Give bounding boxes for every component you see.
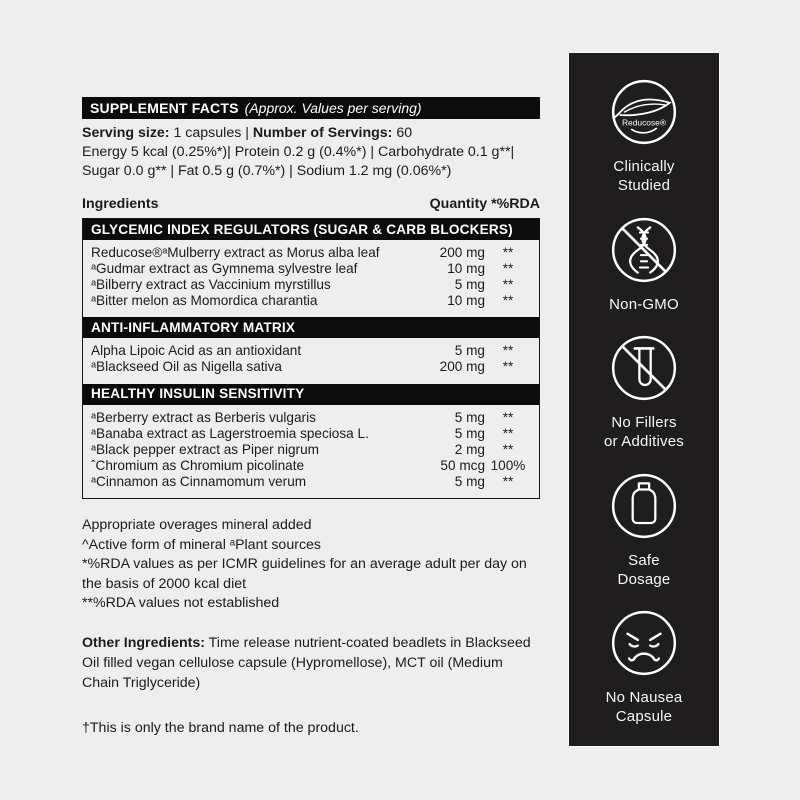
table-row [91, 261, 531, 277]
ingredient-name: Reducose®ᵃMulberry extract as Morus alba leaf [91, 245, 380, 260]
nutrition-line-1: Energy 5 kcal (0.25%*)| Protein 0.2 g (0.4%*) | Carbohydrate 0.1 g**| [82, 144, 515, 160]
reducose-logo-icon [607, 75, 681, 149]
section-header-insulin-sensitivity: HEALTHY INSULIN SENSITIVITY [83, 384, 539, 405]
other-ingredients-text: Time release nutrient-coated beadlets in Blackseed Oil filled vegan cellulose capsule (Hypromellose), MCT oil (Medium Chain Triglyceride) [82, 634, 531, 691]
supplement-label [82, 97, 540, 736]
table-row [91, 426, 531, 442]
brand-name-note: †This is only the brand name of the product. [82, 719, 359, 736]
ingredient-rda: ** [502, 277, 514, 293]
ingredient-quantity: 5 mg [454, 343, 485, 359]
column-header-quantity-rda: Quantity *%RDA [429, 196, 540, 212]
serving-size-label: Serving size: [82, 125, 170, 141]
badge-non-gmo [607, 213, 681, 314]
ingredient-name: ᵃBlackseed Oil as Nigella sativa [91, 359, 282, 375]
ingredient-name: Alpha Lipoic Acid as an antioxidant [91, 343, 302, 359]
badge-safe-dosage [607, 469, 681, 589]
ingredient-rda: ** [502, 343, 514, 359]
badge-clinically-studied [607, 75, 681, 195]
ingredient-rda: ** [502, 441, 514, 457]
ingredient-quantity: 5 mg [454, 409, 485, 425]
nutrition-line-2: Sugar 0.0 g** | Fat 0.5 g (0.7%*) | Sodium 1.2 mg (0.06%*) [82, 163, 452, 179]
ingredient-quantity: 5 mg [454, 473, 485, 489]
other-ingredients [82, 633, 540, 693]
ingredient-rda: ** [502, 473, 514, 489]
ingredient-quantity: 5 mg [454, 425, 485, 441]
serving-info [82, 124, 540, 181]
badge-label: Non-GMO [609, 295, 679, 313]
column-header-ingredients: Ingredients [82, 196, 159, 212]
table-column-headers [82, 196, 540, 212]
footnote-sources: ^Active form of mineral ᵃPlant sources [82, 536, 322, 553]
section-header-glycemic: GLYCEMIC INDEX REGULATORS (SUGAR & CARB BLOCKERS) [83, 219, 539, 240]
ingredient-name: ˆChromium as Chromium picolinate [91, 457, 305, 473]
badge-no-fillers [604, 331, 684, 451]
ingredient-quantity: 200 mg [439, 245, 485, 260]
section-rows-glycemic [83, 240, 539, 317]
ingredient-rda: ** [502, 261, 514, 277]
ingredient-name: ᵃBlack pepper extract as Piper nigrum [91, 441, 319, 457]
footnote-overages: Appropriate overages mineral added [82, 517, 312, 534]
badge-label: No Fillers or Additives [604, 414, 684, 450]
ingredients-table [82, 218, 540, 499]
footnote-rda-not-established: **%RDA values not established [82, 595, 280, 612]
ingredient-name: ᵃBerberry extract as Berberis vulgaris [91, 409, 316, 425]
ingredient-quantity: 200 mg [439, 359, 485, 375]
footnote-rda-icmr: *%RDA values as per ICMR guidelines for an average adult per day on the basis of 2000 kcal diet [82, 556, 527, 592]
ingredient-name: ᵃBilberry extract as Vaccinium myrstillus [91, 277, 331, 293]
ingredient-quantity: 10 mg [447, 261, 485, 277]
ingredient-quantity: 50 mcg [440, 457, 485, 473]
non-gmo-icon [607, 213, 681, 287]
ingredient-quantity: 2 mg [454, 441, 485, 457]
table-row [91, 293, 531, 309]
reducose-logo-text: Reducose® [621, 117, 667, 128]
badge-no-nausea [606, 606, 683, 726]
serving-size-value: 1 capsules | [169, 125, 253, 141]
table-row [91, 458, 531, 474]
ingredient-rda: 100% [490, 457, 526, 473]
ingredient-name: ᵃCinnamon as Cinnamomum verum [91, 473, 307, 489]
ingredient-name: ᵃGudmar extract as Gymnema sylvestre leaf [91, 261, 358, 277]
table-row [91, 410, 531, 426]
table-row [91, 442, 531, 458]
number-of-servings-value: 60 [392, 125, 413, 141]
serving-size-line [82, 124, 540, 143]
ingredient-quantity: 10 mg [447, 293, 485, 309]
ingredient-rda: ** [502, 409, 514, 425]
footnotes [82, 516, 540, 614]
section-header-anti-inflammatory: ANTI-INFLAMMATORY MATRIX [83, 317, 539, 338]
badge-label: Clinically Studied [613, 158, 675, 194]
ingredient-rda: ** [502, 359, 514, 375]
section-rows-insulin-sensitivity [83, 405, 539, 498]
no-fillers-icon [607, 331, 681, 405]
ingredient-rda: ** [502, 293, 514, 309]
table-row [91, 343, 531, 359]
section-rows-anti-inflammatory [83, 338, 539, 383]
badge-label: No Nausea Capsule [605, 689, 683, 725]
other-ingredients-label: Other Ingredients: [82, 634, 205, 651]
table-row [91, 277, 531, 293]
ingredient-quantity: 5 mg [454, 277, 485, 293]
ingredient-name: ᵃBitter melon as Momordica charantia [91, 293, 318, 309]
table-row [91, 474, 531, 490]
ingredient-rda: ** [502, 245, 514, 260]
supplement-facts-title: SUPPLEMENT FACTS [90, 100, 239, 116]
table-row [91, 359, 531, 375]
number-of-servings-label: Number of Servings: [252, 125, 393, 141]
ingredient-name: ᵃBanaba extract as Lagerstroemia speciosa L. [91, 425, 369, 441]
no-nausea-icon [607, 606, 681, 680]
table-row [91, 245, 531, 261]
badge-label: Safe Dosage [617, 551, 671, 588]
safe-dosage-icon [607, 469, 681, 543]
ingredient-rda: ** [502, 425, 514, 441]
supplement-facts-header [82, 97, 540, 119]
claims-badge-panel [568, 52, 720, 747]
supplement-facts-subtitle: (Approx. Values per serving) [244, 100, 422, 116]
